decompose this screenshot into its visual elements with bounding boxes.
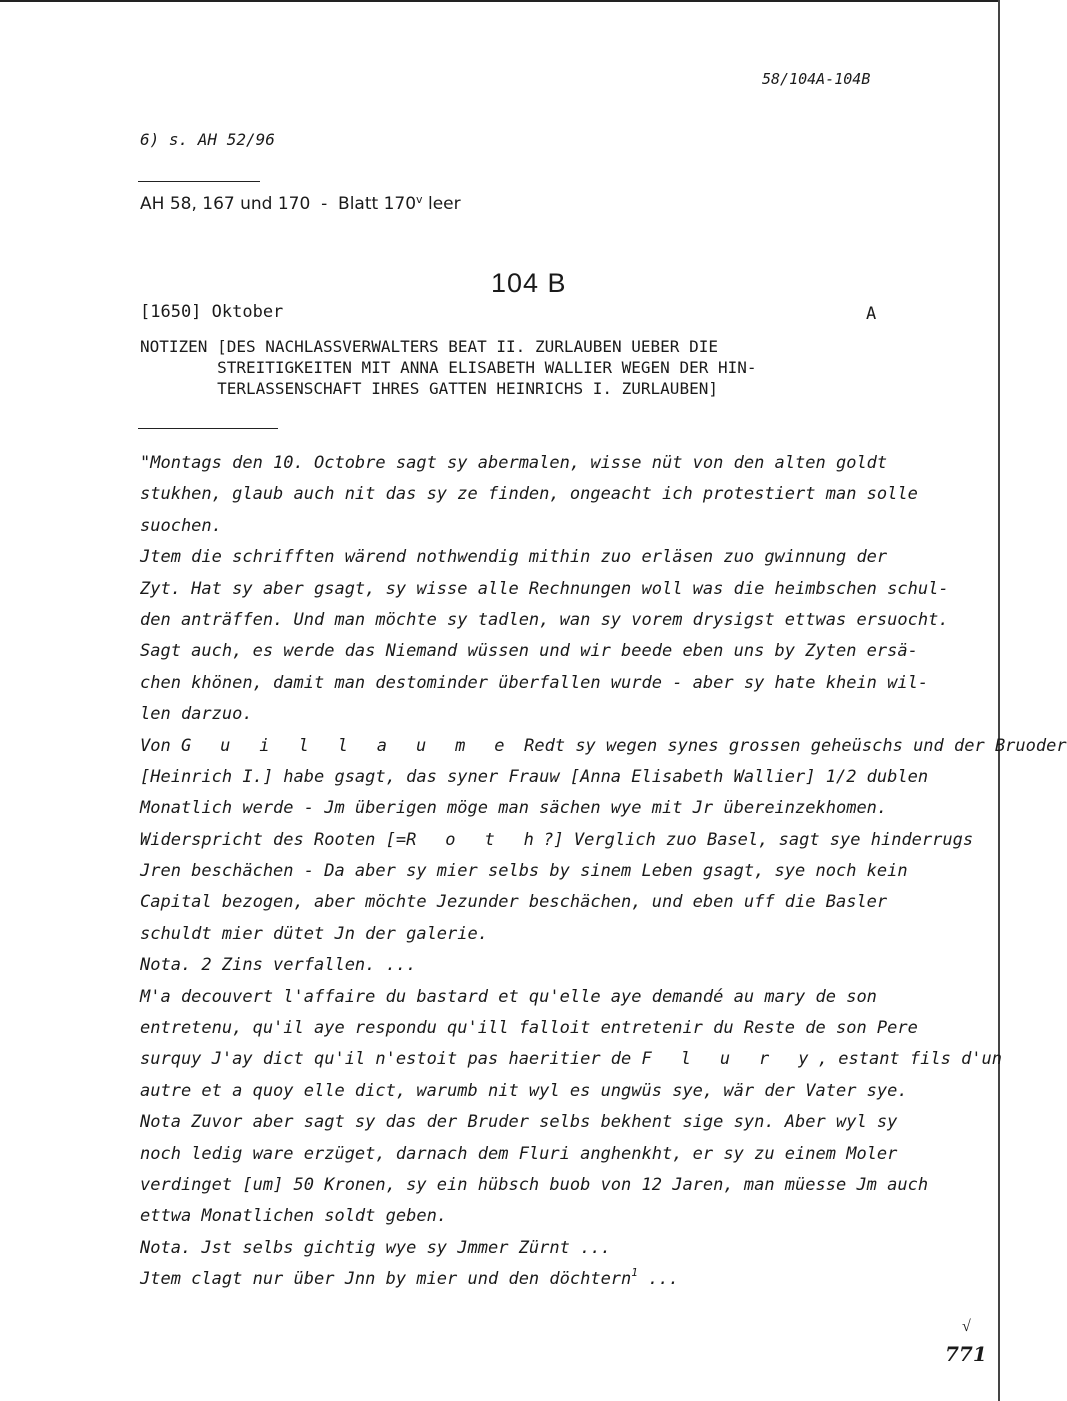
- scan-top-edge: [0, 0, 1000, 2]
- text-line: Jtem die schrifften wärend nothwendig mithin zuo erläsen zuo gwinnung der: [140, 547, 888, 568]
- separator-rule: [138, 428, 278, 429]
- text-line: suochen.: [140, 515, 222, 536]
- text-segment: surquy J'ay dict qu'il n'estoit pas haeritier de: [140, 1049, 642, 1070]
- text-line: Monatlich werde - Jm überigen möge man sächen wye mit Jr übereinzekhomen.: [140, 798, 888, 819]
- text-segment: , estant fils d'un: [817, 1049, 1003, 1070]
- text-line: stukhen, glaub auch nit das sy ze finden, ongeacht ich protestiert man solle: [140, 484, 918, 505]
- document-date: [1650] Oktober: [140, 302, 284, 322]
- checkmark-icon: √: [962, 1318, 971, 1335]
- text-line: verdinget [um] 50 Kronen, sy ein hübsch buob von 12 Jaren, man müesse Jm auch: [140, 1174, 929, 1195]
- text-line: ettwa Monatlichen soldt geben.: [140, 1206, 448, 1227]
- text-segment: Von: [140, 735, 181, 756]
- document-heading: [140, 336, 757, 399]
- text-line: schuldt mier dütet Jn der galerie.: [140, 923, 488, 944]
- text-line: Jren beschächen - Da aber sy mier selbs by sinem Leben gsagt, sye noch kein: [140, 861, 908, 882]
- source-line: [140, 194, 461, 214]
- text-line: Capital bezogen, aber möchte Jezunder beschächen, und eben uff die Basler: [140, 892, 888, 913]
- text-line: autre et a quoy elle dict, warumb nit wyl es ungwüs sye, wär der Vater sye.: [140, 1080, 908, 1101]
- spaced-name: G u i l l a u m e: [180, 735, 514, 756]
- heading-line: TERLASSENSCHAFT IHRES GATTEN HEINRICHS I. ZURLAUBEN]: [140, 379, 718, 398]
- text-segment: Widerspricht des Rooten [=: [140, 829, 407, 850]
- text-line: [140, 1044, 1003, 1075]
- text-segment: ...: [637, 1269, 679, 1290]
- heading-line: STREITIGKEITEN MIT ANNA ELISABETH WALLIER WEGEN DER HIN-: [140, 358, 757, 377]
- text-line: Nota. Jst selbs gichtig wye sy Jmmer Zürnt ...: [140, 1237, 611, 1258]
- text-line: len darzuo.: [140, 704, 253, 725]
- footnote-reference: 6) s. AH 52/96: [140, 130, 275, 149]
- source-superscript: v: [416, 193, 423, 206]
- text-line: [140, 731, 1067, 762]
- text-segment: Redt sy wegen synes grossen geheüschs und der Bruoder: [513, 735, 1067, 756]
- text-line: Nota. 2 Zins verfallen. ...: [140, 955, 417, 976]
- footnote-marker: 1: [631, 1266, 638, 1280]
- text-line: [Heinrich I.] habe gsagt, das syner Frauw [Anna Elisabeth Wallier] 1/2 dublen: [140, 766, 929, 787]
- spaced-name: F l u r y: [641, 1049, 818, 1070]
- text-segment: Jtem clagt nur über Jnn by mier und den döchtern: [140, 1269, 632, 1290]
- text-line: Sagt auch, es werde das Niemand wüssen und wir beede eben uns by Zyten ersä-: [140, 641, 918, 662]
- document-letter: A: [866, 304, 877, 324]
- text-line: M'a decouvert l'affaire du bastard et qu'elle aye demandé au mary de son: [140, 986, 877, 1007]
- text-line: chen khönen, damit man destominder überfallen wurde - aber sy hate khein wil-: [140, 672, 929, 693]
- document-number: 104 B: [491, 268, 567, 298]
- page-stamp: 771: [945, 1342, 987, 1366]
- heading-line: NOTIZEN [DES NACHLASSVERWALTERS BEAT II. ZURLAUBEN UEBER DIE: [140, 337, 718, 356]
- text-line: [140, 825, 974, 856]
- source-suffix: leer: [422, 194, 461, 214]
- text-line: entretenu, qu'il aye respondu qu'ill falloit entretenir du Reste de son Pere: [140, 1018, 918, 1039]
- text-line: [140, 1264, 950, 1295]
- text-segment: ?] Verglich zuo Basel, sagt sye hinderrugs: [543, 829, 974, 850]
- separator-rule: [138, 181, 260, 182]
- transcription-body: [140, 448, 1067, 1296]
- spaced-name: R o t h: [406, 829, 544, 850]
- text-line: Zyt. Hat sy aber gsagt, sy wisse alle Rechnungen woll was die heimbschen schul-: [140, 578, 949, 599]
- source-text: AH 58, 167 und 170 - Blatt 170: [140, 194, 417, 214]
- page-reference: 58/104A-104B: [762, 70, 871, 88]
- text-line: Nota Zuvor aber sagt sy das der Bruder selbs bekhent sige syn. Aber wyl sy: [140, 1112, 898, 1133]
- scan-right-edge: [998, 0, 1000, 1401]
- text-line: noch ledig ware erzüget, darnach dem Fluri anghenkht, er sy zu einem Moler: [140, 1143, 898, 1164]
- text-line: den anträffen. Und man möchte sy tadlen, wan sy vorem drysigst ettwas ersuocht.: [140, 609, 949, 630]
- text-line: "Montags den 10. Octobre sagt sy abermalen, wisse nüt von den alten goldt: [140, 453, 888, 473]
